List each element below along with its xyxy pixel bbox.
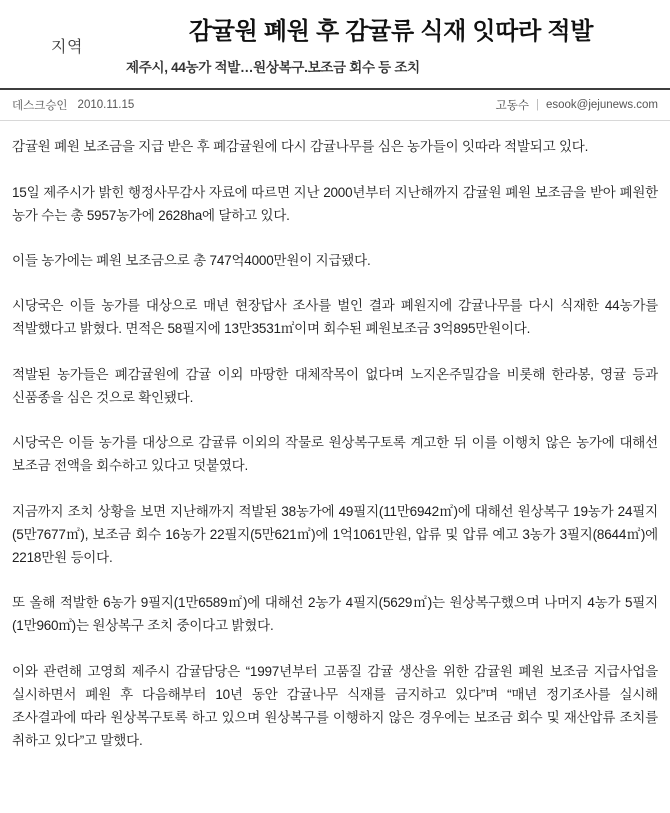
article-subtitle: 제주시, 44농가 적발…원상복구.보조금 회수 등 조치 [126, 59, 420, 75]
article-paragraph: 15일 제주시가 밝힌 행정사무감사 자료에 따르면 지난 2000년부터 지난해까지 감귤원 폐원 보조금을 받아 폐원한 농가 수는 총 5957농가에 2628ha에 달하고 있다. [12, 184, 658, 223]
byline-separator: | [535, 99, 539, 112]
article-paragraph: 적발된 농가들은 폐감귤원에 감귤 이외 마땅한 대체작목이 없다며 노지온주밀감을 비롯해 한라봉, 영귤 등과 신품종을 심은 것으로 확인됐다. [12, 366, 658, 405]
article-paragraph: 이들 농가에는 폐원 보조금으로 총 747억4000만원이 지급됐다. [12, 253, 371, 268]
page-title: 감귤원 폐원 후 감귤류 식재 잇따라 적발 [188, 18, 594, 45]
article-body [0, 121, 670, 752]
article-category[interactable]: 지역 [51, 39, 83, 56]
article-header [0, 0, 670, 90]
article-paragraph: 또 올해 적발한 6농가 9필지(1만6589㎡)에 대해선 2농가 4필지(5629㎡)는 원상복구했으며 나머지 4농가 5필지(1만960㎡)는 원상복구 조치 중이다고 밝혔다. [12, 595, 658, 634]
article-paragraph: 시당국은 이들 농가를 대상으로 매년 현장답사 조사를 벌인 결과 폐원지에 감귤나무를 다시 식재한 44농가를 적발했다고 밝혔다. 면적은 58필지에 13만3531㎡이며 회수된 폐원보조금 3억895만원이다. [12, 298, 658, 337]
approval-label: 데스크승인 [12, 100, 68, 113]
reporter-email-link[interactable]: esook@jejunews.com [545, 99, 658, 112]
publish-date: 2010.11.15 [77, 99, 135, 112]
article-paragraph: 지금까지 조치 상황을 보면 지난해까지 적발된 38농가에 49필지(11만6942㎡)에 대해선 원상복구 19농가 24필지(5만7677㎡), 보조금 회수 16농가 22필지(5만621㎡)에 1억1061만원, 압류 및 압류 예고 3농가 3필지(8644㎡)에 2218만원 등이다. [12, 503, 658, 565]
byline-left [12, 97, 134, 113]
article-paragraph: 감귤원 폐원 보조금을 지급 받은 후 폐감귤원에 다시 감귤나무를 심은 농가들이 잇따라 적발되고 있다. [12, 139, 589, 155]
article-paragraph: 시당국은 이들 농가를 대상으로 감귤류 이외의 작물로 원상복구토록 계고한 뒤 이를 이행치 않은 농가에 대해선 보조금 전액을 회수하고 있다고 덧붙였다. [12, 435, 658, 474]
reporter-name: 고동수 [495, 100, 529, 113]
article-paragraph: 이와 관련해 고영희 제주시 감귤담당은 “1997년부터 고품질 감귤 생산을 위한 감귤원 폐원 보조금 지급사업을 실시하면서 폐원 후 다음해부터 10년 동안 감귤나무 식재를 금지하고 있다”며 “매년 정기조사를 실시해 조사결과에 따라 원상복구토록 하고 있으며 원상복구를 이행하지 않은 경우에는 보조금 회수 및 재산압류 조치를 취하고 있다”고 말했다. [12, 663, 658, 749]
byline-bar [0, 90, 670, 121]
article-title-block [122, 18, 658, 78]
byline-right [496, 97, 658, 113]
